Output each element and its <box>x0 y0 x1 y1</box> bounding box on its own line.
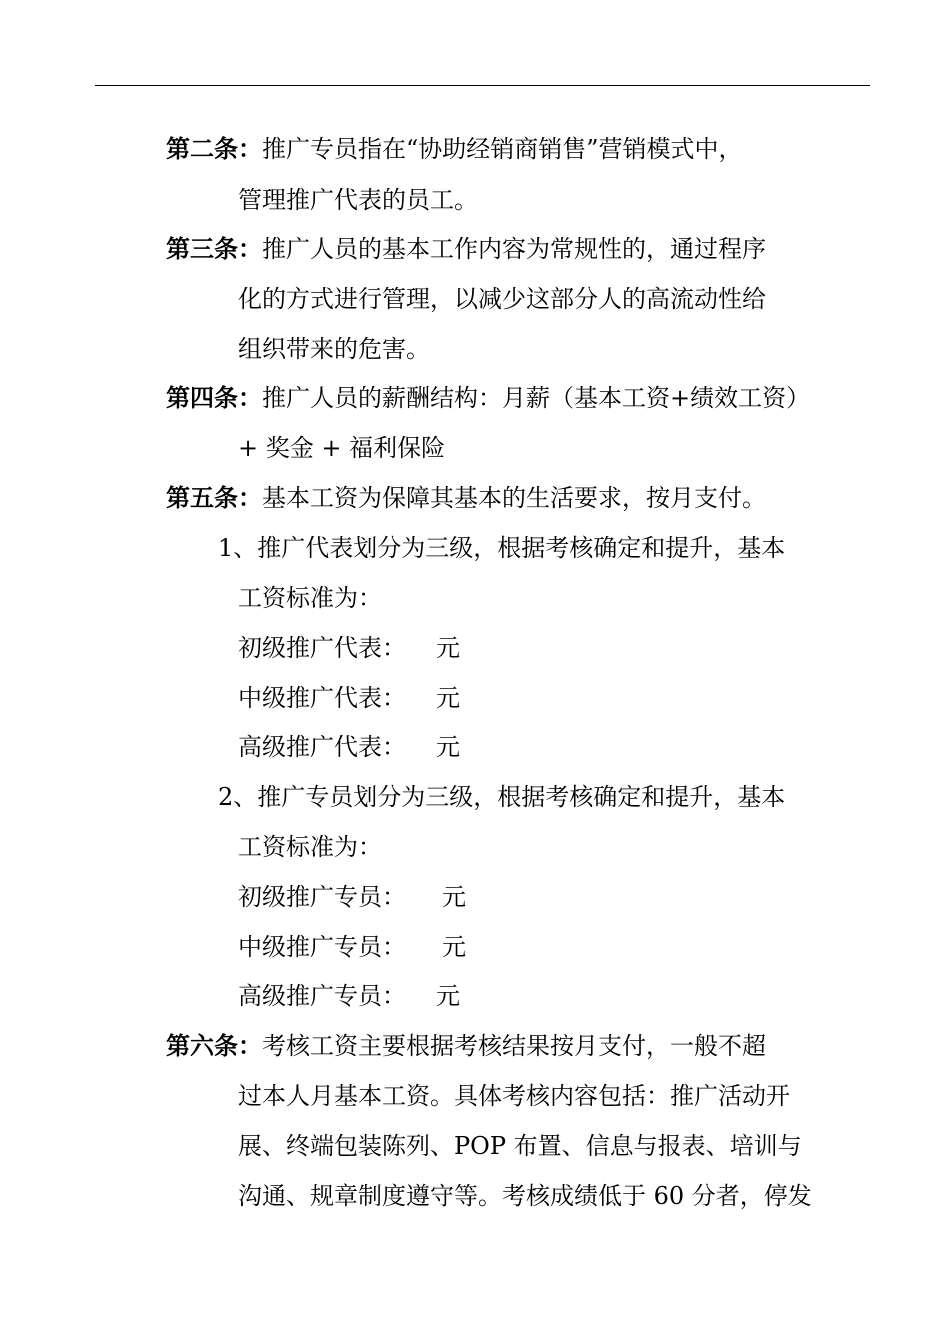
article-3-label: 第三条： <box>166 234 262 263</box>
item-2-line-2: 工资标准为： <box>238 833 382 861</box>
article-6-line-1 <box>166 1031 766 1061</box>
level-unit: 元 <box>436 634 460 662</box>
article-3-text: 推广人员的基本工作内容为常规性的，通过程序 <box>262 235 766 263</box>
article-2-line-1 <box>166 134 743 164</box>
article-3-line-1 <box>166 234 766 264</box>
item-2-line-1: 2、推广专员划分为三级，根据考核确定和提升，基本 <box>218 783 786 811</box>
level-row <box>238 981 460 1011</box>
article-6-line-3: 展、终端包装陈列、POP 布置、信息与报表、培训与 <box>238 1132 802 1160</box>
article-6-line-4: 沟通、规章制度遵守等。考核成绩低于 60 分者，停发 <box>238 1182 812 1210</box>
level-name: 初级推广代表： <box>238 634 406 662</box>
level-name: 初级推广专员： <box>238 883 406 911</box>
article-4-label: 第四条： <box>166 383 262 412</box>
article-6-label: 第六条： <box>166 1031 262 1060</box>
level-unit: 元 <box>442 933 466 961</box>
level-unit: 元 <box>436 684 460 712</box>
level-unit: 元 <box>436 982 460 1010</box>
article-4-text: 推广人员的薪酬结构：月薪（基本工资+绩效工资） <box>262 384 811 412</box>
article-6-text: 考核工资主要根据考核结果按月支付，一般不超 <box>262 1032 766 1060</box>
level-row <box>238 732 460 762</box>
level-name: 中级推广专员： <box>238 933 406 961</box>
level-unit: 元 <box>436 733 460 761</box>
article-4-line-1 <box>166 383 810 413</box>
level-row <box>238 683 460 713</box>
article-3-line-2: 化的方式进行管理，以减少这部分人的高流动性给 <box>238 285 766 313</box>
level-unit: 元 <box>442 883 466 911</box>
article-2-label: 第二条： <box>166 134 262 163</box>
article-2-line-2: 管理推广代表的员工。 <box>238 186 478 214</box>
level-name: 高级推广代表： <box>238 733 406 761</box>
article-5-label: 第五条： <box>166 483 262 512</box>
article-5-line-1 <box>166 483 766 513</box>
level-row <box>238 882 466 912</box>
level-name: 中级推广代表： <box>238 684 406 712</box>
article-6-line-2: 过本人月基本工资。具体考核内容包括：推广活动开 <box>238 1082 790 1110</box>
level-row <box>238 932 466 962</box>
level-row <box>238 633 460 663</box>
article-3-line-3: 组织带来的危害。 <box>238 335 430 363</box>
item-1-line-2: 工资标准为： <box>238 584 382 612</box>
item-1-line-1: 1、推广代表划分为三级，根据考核确定和提升，基本 <box>218 534 786 562</box>
article-2-text: 推广专员指在“协助经销商销售”营销模式中， <box>262 135 743 163</box>
article-4-line-2: + 奖金 + 福利保险 <box>238 434 446 462</box>
article-5-text: 基本工资为保障其基本的生活要求，按月支付。 <box>262 484 766 512</box>
header-rule <box>95 85 870 86</box>
level-name: 高级推广专员： <box>238 982 406 1010</box>
